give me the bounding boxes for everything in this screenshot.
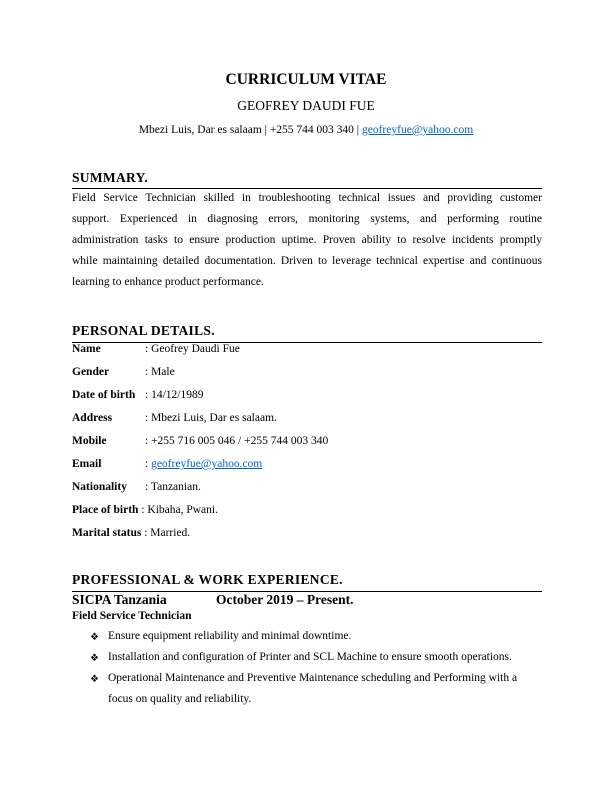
detail-row-marital-status xyxy=(72,527,190,539)
detail-label: Name xyxy=(72,343,101,355)
summary-line: learning to enhance product performance. xyxy=(72,276,264,288)
duty-item-continued: focus on quality and reliability. xyxy=(108,693,252,705)
duty-item: Operational Maintenance and Preventive Maintenance scheduling and Performing with a xyxy=(108,672,518,684)
detail-row-mobile xyxy=(72,435,328,447)
company-name: SICPA Tanzania xyxy=(72,592,167,607)
contact-text: Mbezi Luis, Dar es salaam | +255 744 003 340 | xyxy=(138,124,362,136)
experience-heading: PROFESSIONAL & WORK EXPERIENCE. xyxy=(72,572,343,587)
detail-email-link[interactable]: geofreyfue@yahoo.com xyxy=(151,458,263,470)
summary-divider xyxy=(72,188,542,189)
job-role: Field Service Technician xyxy=(72,610,192,622)
detail-value: : +255 716 005 046 / +255 744 003 340 xyxy=(145,435,329,447)
duty-item: Ensure equipment reliability and minimal downtime. xyxy=(108,630,352,642)
detail-value: : Kibaha, Pwani. xyxy=(141,504,218,516)
contact-line xyxy=(0,124,612,136)
summary-heading: SUMMARY. xyxy=(72,170,149,185)
bullet-diamond-icon: ❖ xyxy=(90,653,99,664)
detail-label: Gender xyxy=(72,366,110,378)
summary-line: administration tasks to ensure production uptime. Proven ability to resolve incidents promptly xyxy=(72,234,542,246)
detail-label: Address xyxy=(72,412,113,424)
detail-label: Place of birth xyxy=(72,504,139,516)
duty-item: Installation and configuration of Printer and SCL Machine to ensure smooth operations. xyxy=(108,651,512,663)
personal-details-heading: PERSONAL DETAILS. xyxy=(72,323,215,338)
detail-row-place-of-birth xyxy=(72,504,218,516)
detail-row-gender xyxy=(72,366,175,378)
employment-period: October 2019 – Present. xyxy=(216,592,354,607)
detail-value: : Mbezi Luis, Dar es salaam. xyxy=(145,412,277,424)
detail-value: : Tanzanian. xyxy=(145,481,201,493)
detail-value: : Male xyxy=(145,366,175,378)
detail-row-dob xyxy=(72,389,203,401)
detail-label: Mobile xyxy=(72,435,107,447)
detail-label: Date of birth xyxy=(72,389,136,401)
candidate-name: GEOFREY DAUDI FUE xyxy=(237,98,375,113)
bullet-diamond-icon: ❖ xyxy=(90,632,99,643)
detail-label: Email xyxy=(72,458,102,470)
bullet-diamond-icon: ❖ xyxy=(90,674,99,685)
detail-value: : Geofrey Daudi Fue xyxy=(145,343,240,355)
detail-label: Nationality xyxy=(72,481,127,493)
detail-row-name xyxy=(72,343,240,355)
summary-line: while maintaining detailed documentation. Driven to leverage technical expertise and continuous xyxy=(72,255,542,267)
detail-row-nationality xyxy=(72,481,201,493)
contact-email-link[interactable]: geofreyfue@yahoo.com xyxy=(362,124,474,136)
detail-label: Marital status xyxy=(72,527,142,539)
detail-row-email xyxy=(72,458,262,470)
summary-line: Field Service Technician skilled in troubleshooting technical issues and providing customer xyxy=(72,192,542,204)
detail-value: : 14/12/1989 xyxy=(145,389,204,401)
detail-value: : Married. xyxy=(144,527,191,539)
detail-row-address xyxy=(72,412,277,424)
document-title: CURRICULUM VITAE xyxy=(225,71,387,88)
summary-line: support. Experienced in diagnosing errors, monitoring systems, and performing routine xyxy=(72,213,542,225)
detail-value: : xyxy=(145,458,152,470)
